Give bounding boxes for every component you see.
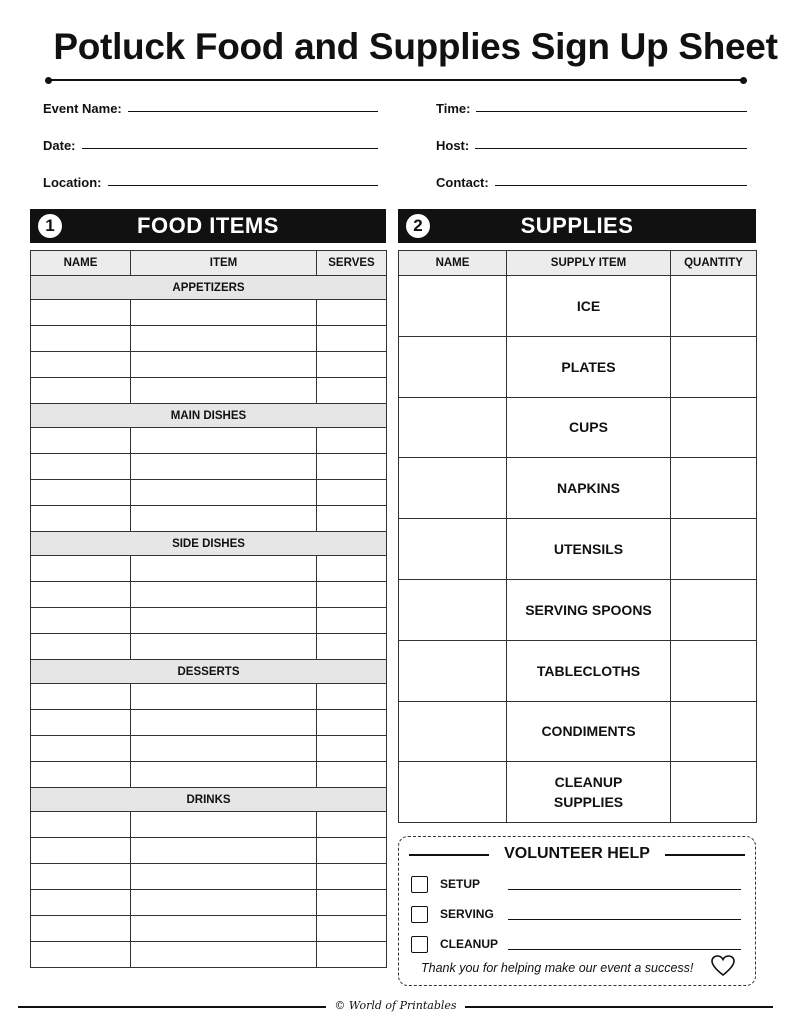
food-serves-cell[interactable] <box>317 916 387 942</box>
food-item-cell[interactable] <box>131 378 317 404</box>
food-serves-cell[interactable] <box>317 608 387 634</box>
supplies-row <box>399 640 757 701</box>
food-name-cell[interactable] <box>31 812 131 838</box>
location-field[interactable] <box>43 170 378 190</box>
food-item-cell[interactable] <box>131 942 317 968</box>
food-items-title: FOOD ITEMS <box>137 213 279 238</box>
food-item-cell[interactable] <box>131 916 317 942</box>
event-name-field[interactable] <box>43 96 378 116</box>
food-name-cell[interactable] <box>31 506 131 532</box>
food-name-cell[interactable] <box>31 634 131 660</box>
food-header-row <box>31 251 387 276</box>
supplies-row <box>399 762 757 823</box>
food-category-label: DRINKS <box>31 788 387 812</box>
supplies-column-header: SUPPLY ITEM <box>507 251 671 276</box>
food-item-cell[interactable] <box>131 608 317 634</box>
time-field[interactable] <box>436 96 747 116</box>
food-column-header: SERVES <box>317 251 387 276</box>
event-name-label: Event Name: <box>43 101 122 116</box>
supply-item-label: CLEANUP SUPPLIES <box>507 762 671 823</box>
footer-credit: © World of Printables <box>326 999 464 1012</box>
food-entry-row <box>31 812 387 838</box>
supplies-name-cell[interactable] <box>399 276 507 337</box>
food-item-cell[interactable] <box>131 890 317 916</box>
food-item-cell[interactable] <box>131 352 317 378</box>
supplies-name-cell[interactable] <box>399 640 507 701</box>
food-item-cell[interactable] <box>131 480 317 506</box>
setup-label: SETUP <box>440 877 481 891</box>
supplies-row <box>399 458 757 519</box>
food-item-cell[interactable] <box>131 838 317 864</box>
food-name-cell[interactable] <box>31 378 131 404</box>
food-serves-cell[interactable] <box>317 942 387 968</box>
food-category-row <box>31 404 387 428</box>
food-entry-row <box>31 582 387 608</box>
food-entry-row <box>31 634 387 660</box>
cleanup-label: CLEANUP <box>440 937 499 951</box>
volunteer-cleanup-row <box>411 934 741 954</box>
food-item-cell[interactable] <box>131 710 317 736</box>
time-label: Time: <box>436 101 471 116</box>
food-serves-cell[interactable] <box>317 736 387 762</box>
food-name-cell[interactable] <box>31 916 131 942</box>
supplies-title: SUPPLIES <box>520 213 634 238</box>
supply-item-label: CONDIMENTS <box>507 701 671 762</box>
supplies-row <box>399 397 757 458</box>
supplies-name-cell[interactable] <box>399 336 507 397</box>
date-line <box>82 148 378 149</box>
serving-line[interactable] <box>508 919 741 920</box>
supply-item-label: SERVING SPOONS <box>507 579 671 640</box>
supplies-quantity-cell[interactable] <box>671 276 757 337</box>
food-serves-cell[interactable] <box>317 326 387 352</box>
food-column-header: NAME <box>31 251 131 276</box>
food-name-cell[interactable] <box>31 864 131 890</box>
supply-item-label: ICE <box>507 276 671 337</box>
supplies-name-cell[interactable] <box>399 762 507 823</box>
supplies-quantity-cell[interactable] <box>671 579 757 640</box>
food-entry-row <box>31 352 387 378</box>
supplies-table <box>398 250 757 823</box>
food-section-number: 1 <box>38 214 62 238</box>
host-field[interactable] <box>436 133 747 153</box>
food-name-cell[interactable] <box>31 942 131 968</box>
food-entry-row <box>31 300 387 326</box>
cleanup-checkbox[interactable] <box>411 936 428 953</box>
food-category-row <box>31 532 387 556</box>
supplies-row <box>399 579 757 640</box>
supplies-column-header: NAME <box>399 251 507 276</box>
cleanup-line[interactable] <box>508 949 741 950</box>
food-serves-cell[interactable] <box>317 864 387 890</box>
food-name-cell[interactable] <box>31 428 131 454</box>
food-serves-cell[interactable] <box>317 480 387 506</box>
supplies-row <box>399 336 757 397</box>
food-name-cell[interactable] <box>31 736 131 762</box>
food-serves-cell[interactable] <box>317 378 387 404</box>
supply-item-label: PLATES <box>507 336 671 397</box>
volunteer-help-title <box>399 845 755 863</box>
supplies-section-number: 2 <box>406 214 430 238</box>
food-item-cell[interactable] <box>131 812 317 838</box>
food-serves-cell[interactable] <box>317 634 387 660</box>
supplies-column-header: QUANTITY <box>671 251 757 276</box>
food-column-header: ITEM <box>131 251 317 276</box>
food-serves-cell[interactable] <box>317 582 387 608</box>
food-entry-row <box>31 506 387 532</box>
supplies-row <box>399 701 757 762</box>
divider-dot-left <box>45 77 52 84</box>
supplies-header-row <box>399 251 757 276</box>
supplies-quantity-cell[interactable] <box>671 701 757 762</box>
food-serves-cell[interactable] <box>317 838 387 864</box>
food-name-cell[interactable] <box>31 762 131 788</box>
food-category-row <box>31 276 387 300</box>
food-name-cell[interactable] <box>31 684 131 710</box>
supplies-quantity-cell[interactable] <box>671 640 757 701</box>
food-name-cell[interactable] <box>31 454 131 480</box>
food-serves-cell[interactable] <box>317 890 387 916</box>
food-category-label: APPETIZERS <box>31 276 387 300</box>
contact-field[interactable] <box>436 170 747 190</box>
food-serves-cell[interactable] <box>317 454 387 480</box>
heart-icon <box>710 954 736 978</box>
thank-you-note: Thank you for helping make our event a success! <box>421 961 694 975</box>
food-name-cell[interactable] <box>31 890 131 916</box>
supplies-row <box>399 276 757 337</box>
food-entry-row <box>31 378 387 404</box>
supplies-name-cell[interactable] <box>399 519 507 580</box>
supplies-header <box>398 209 756 243</box>
food-entry-row <box>31 916 387 942</box>
food-serves-cell[interactable] <box>317 300 387 326</box>
setup-checkbox[interactable] <box>411 876 428 893</box>
volunteer-help-title-text: VOLUNTEER HELP <box>498 845 656 862</box>
food-name-cell[interactable] <box>31 710 131 736</box>
supplies-quantity-cell[interactable] <box>671 458 757 519</box>
supplies-name-cell[interactable] <box>399 397 507 458</box>
food-item-cell[interactable] <box>131 454 317 480</box>
title-divider <box>48 79 743 81</box>
food-name-cell[interactable] <box>31 352 131 378</box>
food-name-cell[interactable] <box>31 582 131 608</box>
food-name-cell[interactable] <box>31 300 131 326</box>
food-entry-row <box>31 326 387 352</box>
event-name-line <box>128 111 378 112</box>
food-items-header <box>30 209 386 243</box>
food-entry-row <box>31 454 387 480</box>
food-name-cell[interactable] <box>31 556 131 582</box>
food-item-cell[interactable] <box>131 556 317 582</box>
time-line <box>476 111 747 112</box>
supply-item-label: TABLECLOTHS <box>507 640 671 701</box>
food-serves-cell[interactable] <box>317 684 387 710</box>
supplies-quantity-cell[interactable] <box>671 762 757 823</box>
food-entry-row <box>31 864 387 890</box>
supply-item-label: NAPKINS <box>507 458 671 519</box>
food-serves-cell[interactable] <box>317 352 387 378</box>
food-item-cell[interactable] <box>131 428 317 454</box>
supplies-quantity-cell[interactable] <box>671 336 757 397</box>
food-category-label: MAIN DISHES <box>31 404 387 428</box>
food-entry-row <box>31 762 387 788</box>
food-serves-cell[interactable] <box>317 762 387 788</box>
food-item-cell[interactable] <box>131 506 317 532</box>
date-field[interactable] <box>43 133 378 153</box>
food-name-cell[interactable] <box>31 608 131 634</box>
food-entry-row <box>31 736 387 762</box>
location-line <box>108 185 379 186</box>
volunteer-help-box <box>398 836 756 986</box>
food-category-row <box>31 788 387 812</box>
food-category-row <box>31 660 387 684</box>
food-item-cell[interactable] <box>131 582 317 608</box>
food-serves-cell[interactable] <box>317 556 387 582</box>
serving-label: SERVING <box>440 907 494 921</box>
supplies-name-cell[interactable] <box>399 701 507 762</box>
food-entry-row <box>31 480 387 506</box>
food-name-cell[interactable] <box>31 838 131 864</box>
host-line <box>475 148 747 149</box>
food-name-cell[interactable] <box>31 480 131 506</box>
setup-line[interactable] <box>508 889 741 890</box>
volunteer-serving-row <box>411 904 741 924</box>
food-items-table <box>30 250 387 968</box>
food-serves-cell[interactable] <box>317 812 387 838</box>
food-item-cell[interactable] <box>131 736 317 762</box>
supply-item-label: UTENSILS <box>507 519 671 580</box>
date-label: Date: <box>43 138 76 153</box>
supplies-name-cell[interactable] <box>399 458 507 519</box>
supply-item-label: CUPS <box>507 397 671 458</box>
supplies-quantity-cell[interactable] <box>671 519 757 580</box>
food-category-label: DESSERTS <box>31 660 387 684</box>
food-entry-row <box>31 428 387 454</box>
host-label: Host: <box>436 138 470 153</box>
food-entry-row <box>31 608 387 634</box>
food-item-cell[interactable] <box>131 300 317 326</box>
food-item-cell[interactable] <box>131 684 317 710</box>
food-entry-row <box>31 684 387 710</box>
food-item-cell[interactable] <box>131 864 317 890</box>
divider-dot-right <box>740 77 747 84</box>
supplies-quantity-cell[interactable] <box>671 397 757 458</box>
contact-line <box>495 185 747 186</box>
page-title: Potluck Food and Supplies Sign Up Sheet <box>53 26 778 67</box>
contact-label: Contact: <box>436 175 489 190</box>
supplies-row <box>399 519 757 580</box>
food-entry-row <box>31 556 387 582</box>
volunteer-setup-row <box>411 874 741 894</box>
food-item-cell[interactable] <box>131 634 317 660</box>
serving-checkbox[interactable] <box>411 906 428 923</box>
food-entry-row <box>31 942 387 968</box>
food-entry-row <box>31 890 387 916</box>
food-serves-cell[interactable] <box>317 710 387 736</box>
food-entry-row <box>31 710 387 736</box>
food-entry-row <box>31 838 387 864</box>
food-item-cell[interactable] <box>131 762 317 788</box>
food-item-cell[interactable] <box>131 326 317 352</box>
footer <box>0 996 791 1014</box>
location-label: Location: <box>43 175 102 190</box>
supplies-name-cell[interactable] <box>399 579 507 640</box>
food-serves-cell[interactable] <box>317 506 387 532</box>
food-category-label: SIDE DISHES <box>31 532 387 556</box>
food-serves-cell[interactable] <box>317 428 387 454</box>
food-name-cell[interactable] <box>31 326 131 352</box>
